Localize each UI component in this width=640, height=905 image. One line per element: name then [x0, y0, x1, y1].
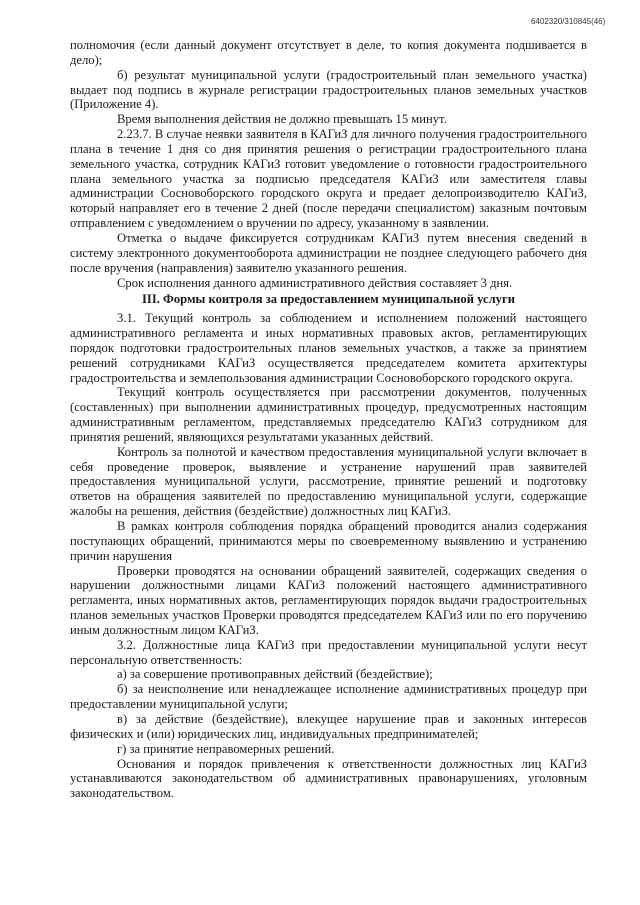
document-body	[70, 38, 587, 801]
paragraph: Отметка о выдаче фиксируется сотрудникам КАГиЗ путем внесения сведений в систему электронного документооборота администрации не позднее следующего рабочего дня после вручения (направления) заявителю указанного решения.	[70, 230, 587, 275]
paragraph: 3.2. Должностные лица КАГиЗ при предоставлении муниципальной услуги несут персональную ответственность:	[70, 637, 587, 667]
document-id: 6402320/310845(46)	[531, 17, 606, 26]
section-heading: III. Формы контроля за предоставлением муниципальной услуги	[142, 292, 515, 307]
section-3-body	[70, 311, 587, 801]
paragraph: Основания и порядок привлечения к ответственности должностных лиц КАГиЗ устанавливаются законодательством об административных правонарушениях, уголовным законодательством.	[70, 756, 587, 801]
paragraph: Проверки проводятся на основании обращений заявителей, содержащих сведения о нарушении должностными лицами КАГиЗ положений настоящего административного регламента, иных нормативных актов, регламентирующих порядок выдачи градостроительных планов земельных участков Проверки проводятся председателем КАГиЗ или по его поручению иным должностным лицом КАГиЗ.	[70, 563, 587, 637]
paragraph: в) за действие (бездействие), влекущее нарушение прав и законных интересов физических и (или) юридических лиц, индивидуальных предпринимателей;	[70, 711, 587, 741]
paragraph: г) за принятие неправомерных решений.	[117, 741, 335, 756]
paragraph: В рамках контроля соблюдения порядка обращений проводится анализ содержания поступающих обращений, принимаются меры по своевременному выявлению и устранению причин нарушения	[70, 519, 587, 563]
paragraph: б) результат муниципальной услуги (градостроительный план земельного участка) выдает под подпись в журнале регистрации градостроительных планов земельных участков (Приложение 4).	[70, 67, 587, 112]
paragraph: Контроль за полнотой и качеством предоставления муниципальной услуги включает в себя проведение проверок, выявление и устранение нарушений прав заявителей предоставления муниципальной услуги, рассмотрение, принятие решений и подготовку ответов на обращения заявителей по предоставлению муниципальной услуги, содержащие жалобы на решения, действия (бездействие) должностных лиц КАГиЗ.	[70, 444, 587, 519]
paragraph: а) за совершение противоправных действий (бездействие);	[117, 667, 433, 682]
paragraph: полномочия (если данный документ отсутствует в деле, то копия документа подшивается в дело);	[70, 38, 587, 67]
paragraph: 2.23.7. В случае неявки заявителя в КАГиЗ для личного получения градостроительного плана в течение 1 дня со дня принятия решения о регистрации градостроительного плана земельного участка, сотрудник КАГиЗ готовит уведомление о готовности градостроительного плана земельного участка за подписью председателя КАГиЗ или заместителя главы администрации Сосновоборского городского округа и предает делопроизводителю КАГиЗ, который направляет его в течение 2 дней (после передачи специалистом) заказным почтовым отправлением с уведомлением о вручении по адресу, указанному в заявлении.	[70, 127, 587, 231]
paragraph: Текущий контроль осуществляется при рассмотрении документов, полученных (составленных) при выполнении административных процедур, предусмотренных настоящим административным регламентом, представляемых председателю КАГиЗ сотрудником для принятия решений, являющихся результатами указанных действий.	[70, 385, 587, 444]
paragraph: Время выполнения действия не должно превышать 15 минут.	[117, 112, 447, 127]
paragraph: 3.1. Текущий контроль за соблюдением и исполнением положений настоящего административного регламента и иных нормативных правовых актов, регламентирующих порядок подготовки градостроительных планов земельных участков, а также за принятием решений сотрудниками КАГиЗ осуществляется председателем комитета архитектуры градостроительства и землепользования администрации Сосновоборского городского округа.	[70, 311, 587, 385]
paragraph: б) за неисполнение или ненадлежащее исполнение административных процедур при предоставлении муниципальной услуги;	[70, 682, 587, 712]
paragraph: Срок исполнения данного административного действия составляет 3 дня.	[117, 275, 513, 290]
section-2-continuation	[70, 38, 587, 290]
